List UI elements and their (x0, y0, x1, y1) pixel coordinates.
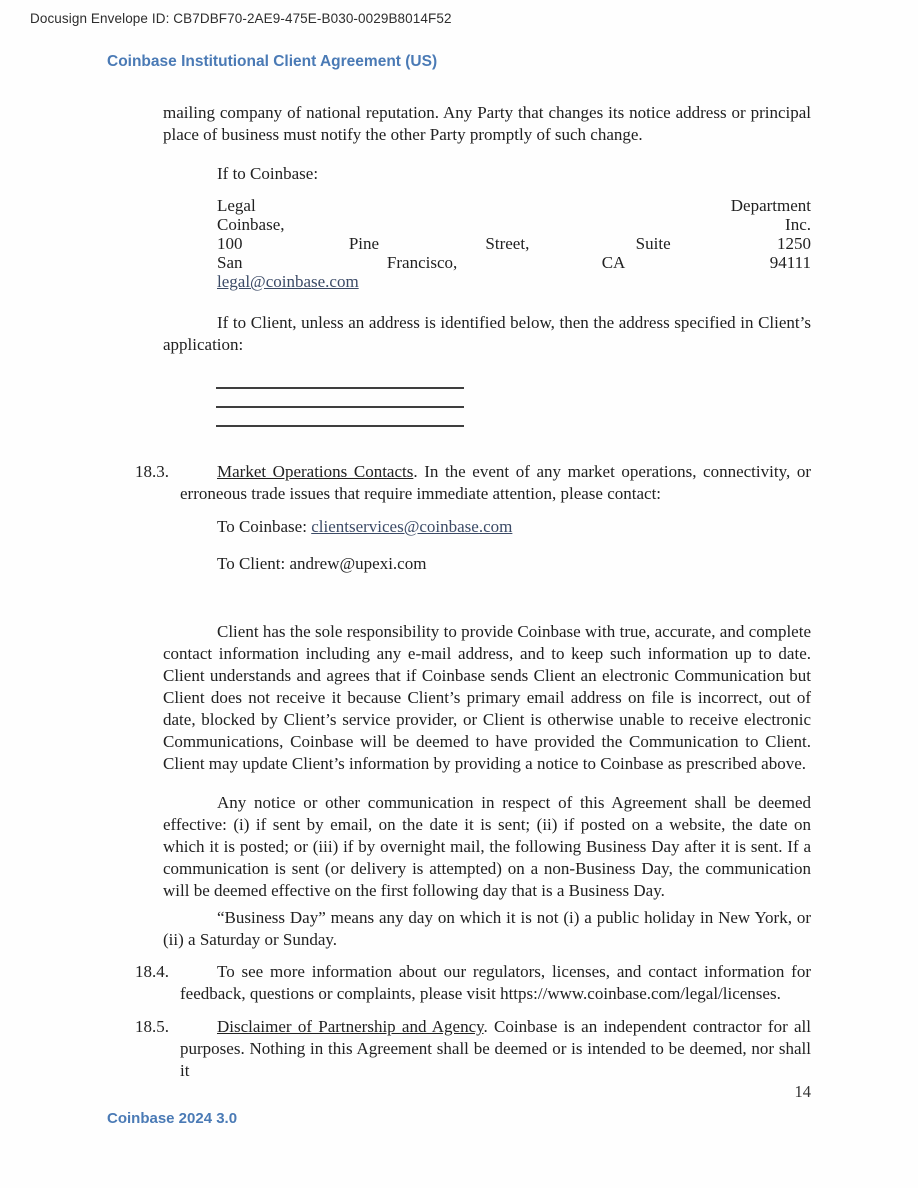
section-text: To see more information about our regulators, licenses, and contact information for feedback, questions or complaints, please visit https://www.coinbase.com/legal/licenses. (180, 962, 811, 1003)
address-word: Coinbase, (217, 215, 285, 234)
address-word: 100 (217, 234, 243, 253)
address-word: Department (730, 196, 811, 215)
address-fill-line (216, 425, 464, 427)
section-18-3 (135, 461, 811, 505)
address-word: Francisco, (386, 253, 458, 272)
address-word: Pine (348, 234, 380, 253)
address-word: Legal (217, 196, 256, 215)
paragraph-if-to-client: If to Client, unless an address is identified below, then the address specified in Client’s application: (163, 313, 811, 354)
to-client-contact-line: To Client: andrew@upexi.com (217, 554, 427, 573)
address-word: CA (601, 253, 626, 272)
document-title: Coinbase Institutional Client Agreement (US) (107, 53, 438, 70)
footer-version-label: Coinbase 2024 3.0 (107, 1110, 238, 1127)
section-18-5 (135, 1016, 811, 1082)
section-heading: Market Operations Contacts (217, 462, 414, 481)
section-18-4 (135, 961, 811, 1005)
address-line (217, 215, 811, 234)
address-fill-line (216, 406, 464, 408)
if-to-coinbase-label: If to Coinbase: (217, 164, 319, 183)
address-word: Inc. (785, 215, 811, 234)
legal-email-link[interactable]: legal@coinbase.com (217, 272, 359, 291)
section-heading: Disclaimer of Partnership and Agency (217, 1017, 484, 1036)
paragraph-deemed-effective: Any notice or other communication in respect of this Agreement shall be deemed effective: (i) if sent by email, on the date it is sent; (ii) if posted on a website, the date on which it is posted; or (iii) if by overnight mail, the following Business Day after it is sent. If a communication is sent (or delivery is attempted) on a non-Business Day, the communication will be deemed effective on the first following day that is a Business Day. (163, 793, 811, 900)
address-line (217, 272, 811, 291)
clientservices-email-link[interactable]: clientservices@coinbase.com (311, 517, 513, 536)
address-word: Street, (485, 234, 530, 253)
to-coinbase-label: To Coinbase: (217, 517, 312, 536)
section-text: . Coinbase is an independent contractor for all purposes. Nothing in this Agreement shall be deemed or is intended to be deemed, nor shall it (180, 1017, 811, 1080)
coinbase-address-block (217, 196, 811, 291)
address-line (217, 196, 811, 215)
section-text: . In the event of any market operations, connectivity, or erroneous trade issues that require immediate attention, please contact: (180, 462, 811, 503)
address-word: San (217, 253, 243, 272)
section-number: 18.5. (135, 1017, 169, 1036)
address-line (217, 253, 811, 272)
address-fill-line (216, 387, 464, 389)
paragraph-business-day-definition: “Business Day” means any day on which it is not (i) a public holiday in New York, or (ii) a Saturday or Sunday. (163, 908, 811, 949)
docusign-envelope-id: Docusign Envelope ID: CB7DBF70-2AE9-475E-B030-0029B8014F52 (30, 11, 452, 26)
address-word: Suite (635, 234, 671, 253)
to-coinbase-contact-line (217, 516, 512, 538)
address-word: 94111 (769, 253, 811, 272)
address-line (217, 234, 811, 253)
address-word: 1250 (776, 234, 811, 253)
paragraph-notice-continuation: mailing company of national reputation. Any Party that changes its notice address or principal place of business must notify the other Party promptly of such change. (163, 103, 811, 144)
section-number: 18.4. (135, 962, 169, 981)
page-number: 14 (794, 1082, 811, 1101)
section-number: 18.3. (135, 462, 169, 481)
paragraph-contact-responsibility: Client has the sole responsibility to provide Coinbase with true, accurate, and complete contact information including any e-mail address, and to keep such information up to date. Client understands and agrees that if Coinbase sends Client an electronic Communication but Client does not receive it because Client’s primary email address on file is incorrect, out of date, blocked by Client’s service provider, or Client is otherwise unable to receive electronic Communications, Coinbase will be deemed to have provided the Communication to Client. Client may update Client’s information by providing a notice to Coinbase as prescribed above. (163, 622, 811, 773)
